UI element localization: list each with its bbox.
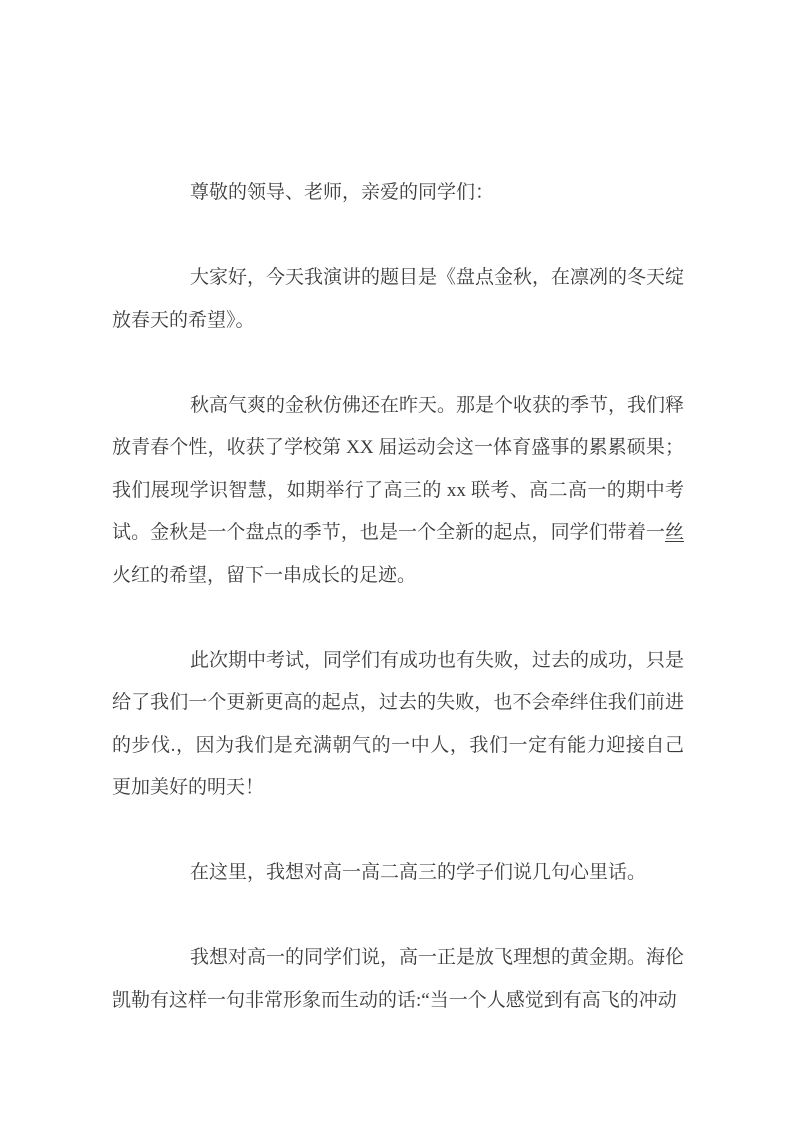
- text-run: 秋高气爽的金秋仿佛还在昨天。那是个收获的季节，我们释放青春个性，收获了学校第 XX 届运动会这一体育盛事的累累硕果；我们展现学识智慧，如期举行了高三的 xx 联考、高二高一的期中考试。金秋是一个盘点的季节，也是一个全新的起点，同学们带着一: [112, 394, 685, 543]
- paragraph-4: [112, 640, 684, 810]
- paragraph-1: [112, 172, 684, 215]
- text-run: 大家好，今天我演讲的题目是《盘点金秋，在凛冽的冬天绽放春天的希望》。: [112, 267, 685, 331]
- underlined-text-run: 丝: [664, 522, 684, 543]
- paragraph-2: [112, 257, 684, 342]
- text-run: 尊敬的领导、老师，亲爱的同学们：: [190, 182, 495, 203]
- paragraph-5: [112, 852, 684, 895]
- paragraph-6: [112, 937, 684, 1022]
- text-run: 此次期中考试，同学们有成功也有失败，过去的成功，只是给了我们一个更新更高的起点，过去的失败，也不会牵绊住我们前进的步伐.，因为我们是充满朝气的一中人，我们一定有能力迎接自己更加美好的明天！: [112, 649, 685, 798]
- text-run: 我想对高一的同学们说，高一正是放飞理想的黄金期。海伦凯勒有这样一句非常形象而生动的话:“当一个人感觉到有高飞的冲动: [112, 947, 685, 1011]
- text-run: 火红的希望，留下一串成长的足迹。: [112, 564, 417, 586]
- paragraph-3: [112, 385, 684, 598]
- text-run: 在这里，我想对高一高二高三的学子们说几句心里话。: [190, 862, 647, 883]
- document-body: [112, 172, 684, 1022]
